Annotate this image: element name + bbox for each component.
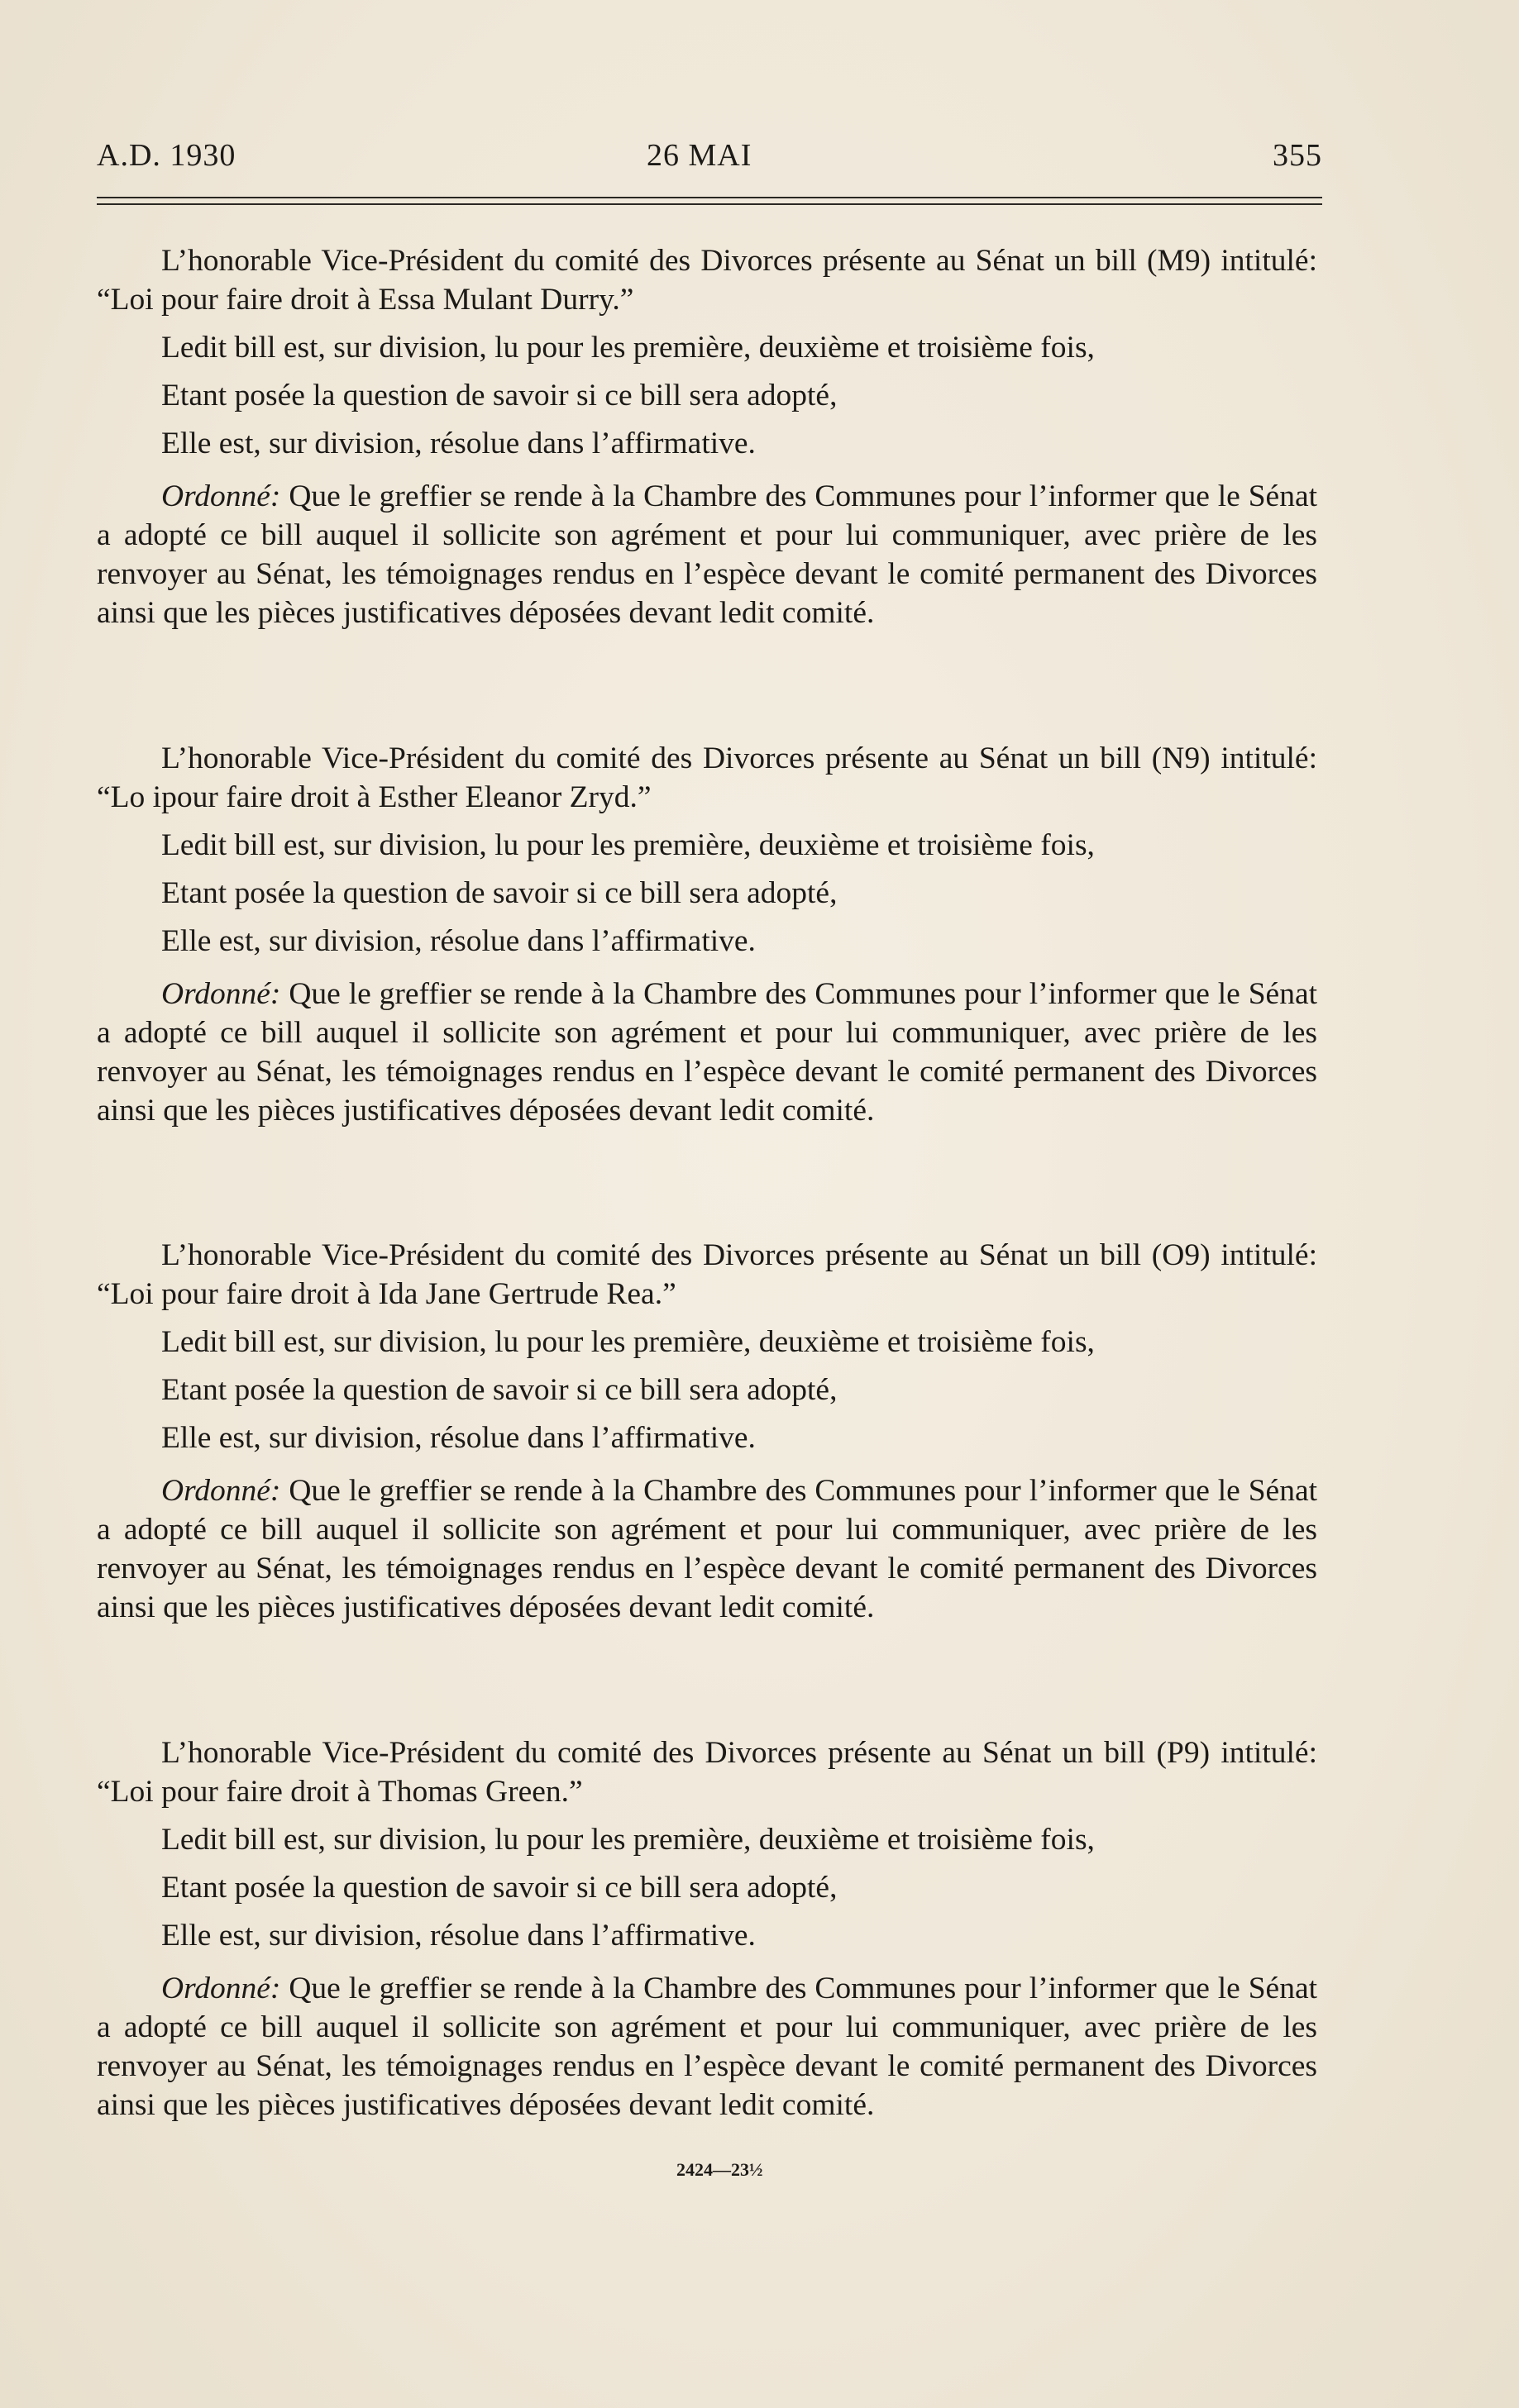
entry-presentation: L’honorable Vice-Président du comité des Divorces présente au Sénat un bill (N9) intitulé: “Lo ipour faire droit à Esther Eleanor Zryd.” — [97, 741, 1317, 814]
entry-reading: Ledit bill est, sur division, lu pour les première, deuxième et troisième fois, — [161, 828, 1095, 862]
entry-question: Etant posée la question de savoir si ce bill sera adopté, — [161, 379, 838, 412]
entry-presentation: L’honorable Vice-Président du comité des Divorces présente au Sénat un bill (M9) intitulé: “Loi pour faire droit à Essa Mulant Durry.” — [97, 244, 1317, 317]
order-text: Que le greffier se rende à la Chambre des Communes pour l’informer que le Sénat a adopté ce bill auquel il sollicite son agrément et pour lui communiquer, avec prière de les renvoyer au Sénat, les témoignages rendus en l’espèce devant le comité permanent des Divorces ainsi que les pièces justificatives déposées devant ledit comité. — [97, 977, 1318, 1128]
entry-result: Elle est, sur division, résolue dans l’affirmative. — [161, 1421, 756, 1455]
page-header — [97, 137, 1322, 179]
entry-block — [97, 1236, 1317, 1627]
entry-question: Etant posée la question de savoir si ce bill sera adopté, — [161, 876, 838, 910]
entry-result: Elle est, sur division, résolue dans l’affirmative. — [161, 924, 756, 958]
order-label: Ordonné: — [161, 479, 281, 513]
order-text: Que le greffier se rende à la Chambre des Communes pour l’informer que le Sénat a adopté ce bill auquel il sollicite son agrément et pour lui communiquer, avec prière de les renvoyer au Sénat, les témoignages rendus en l’espèce devant le comité permanent des Divorces ainsi que les pièces justificatives déposées devant ledit comité. — [97, 479, 1318, 630]
order-label: Ordonné: — [161, 1972, 281, 2005]
entry-question: Etant posée la question de savoir si ce bill sera adopté, — [161, 1373, 838, 1407]
entry-question: Etant posée la question de savoir si ce bill sera adopté, — [161, 1871, 838, 1905]
header-rule-top — [97, 197, 1322, 198]
order-text: Que le greffier se rende à la Chambre des Communes pour l’informer que le Sénat a adopté ce bill auquel il sollicite son agrément et pour lui communiquer, avec prière de les renvoyer au Sénat, les témoignages rendus en l’espèce devant le comité permanent des Divorces ainsi que les pièces justificatives déposées devant ledit comité. — [97, 1972, 1318, 2122]
entry-block — [97, 1733, 1317, 2124]
entry-order — [97, 975, 1317, 1130]
entry-order — [97, 1471, 1317, 1627]
entry-order — [97, 1969, 1317, 2124]
entry-result: Elle est, sur division, résolue dans l’affirmative. — [161, 427, 756, 460]
entry-block — [97, 241, 1317, 632]
order-label: Ordonné: — [161, 1474, 281, 1508]
entry-presentation: L’honorable Vice-Président du comité des Divorces présente au Sénat un bill (P9) intitulé: “Loi pour faire droit à Thomas Green.” — [97, 1736, 1317, 1809]
entry-reading: Ledit bill est, sur division, lu pour les première, deuxième et troisième fois, — [161, 1823, 1095, 1857]
order-label: Ordonné: — [161, 977, 281, 1011]
header-year: A.D. 1930 — [97, 138, 236, 173]
entry-presentation: L’honorable Vice-Président du comité des Divorces présente au Sénat un bill (O9) intitulé: “Loi pour faire droit à Ida Jane Gertrude Rea.” — [97, 1238, 1317, 1311]
header-date: 26 MAI — [647, 138, 752, 173]
entry-reading: Ledit bill est, sur division, lu pour les première, deuxième et troisième fois, — [161, 1325, 1095, 1359]
header-rule-bottom — [97, 203, 1322, 205]
header-page-number: 355 — [1273, 138, 1322, 173]
entry-result: Elle est, sur division, résolue dans l’affirmative. — [161, 1919, 756, 1953]
entry-reading: Ledit bill est, sur division, lu pour les première, deuxième et troisième fois, — [161, 331, 1095, 365]
printer-signature: 2424—23½ — [676, 2159, 763, 2180]
order-text: Que le greffier se rende à la Chambre des Communes pour l’informer que le Sénat a adopté ce bill auquel il sollicite son agrément et pour lui communiquer, avec prière de les renvoyer au Sénat, les témoignages rendus en l’espèce devant le comité permanent des Divorces ainsi que les pièces justificatives déposées devant ledit comité. — [97, 1474, 1318, 1624]
entry-order — [97, 477, 1317, 632]
entry-block — [97, 739, 1317, 1130]
